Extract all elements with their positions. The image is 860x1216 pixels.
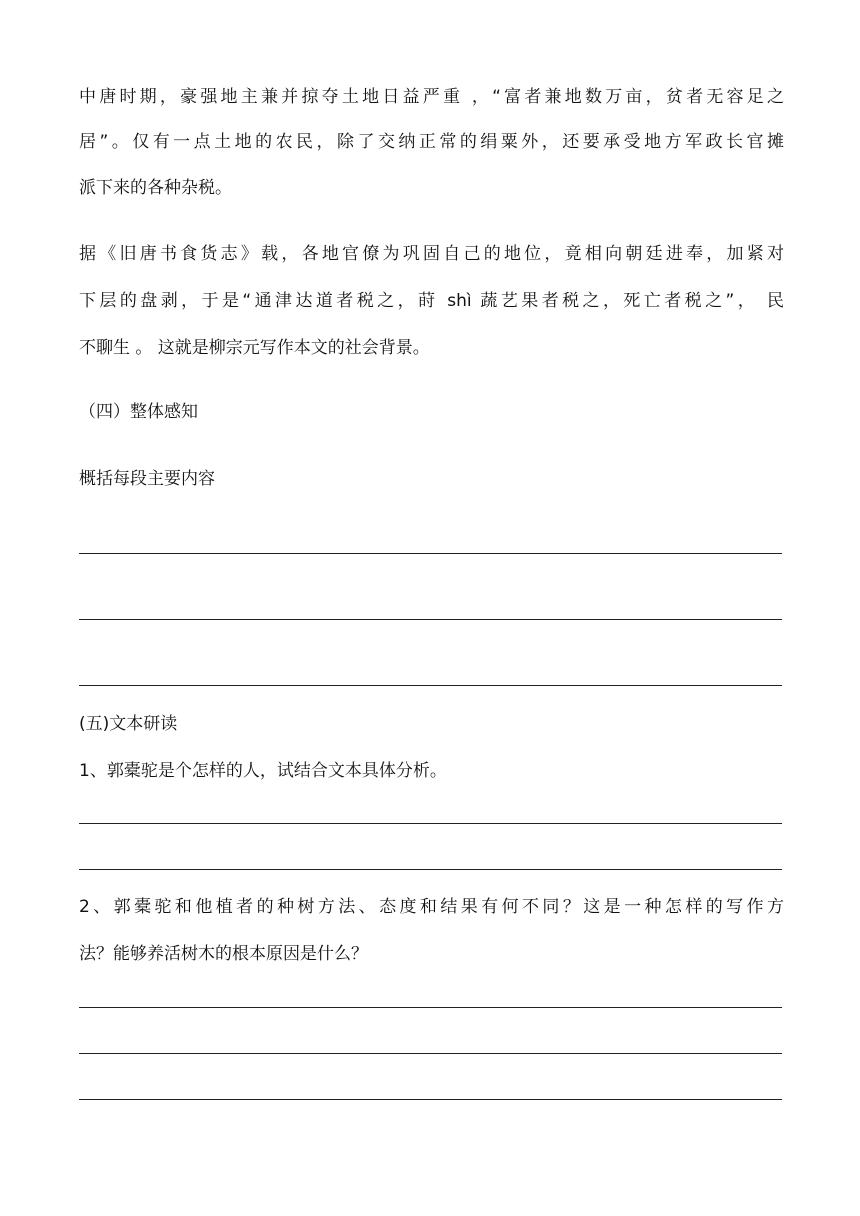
question-1: 1、郭橐驼是个怎样的人，试结合文本具体分析。	[79, 761, 447, 781]
section-4-heading: （四）整体感知	[79, 402, 198, 422]
answer-line[interactable]	[79, 619, 782, 620]
history-line-2: 下层的盘剥，于是“通津达道者税之，莳 shì 蔬艺果者税之，死亡者税之”， 民	[79, 291, 784, 311]
answer-line[interactable]	[79, 1007, 782, 1008]
answer-line[interactable]	[79, 1099, 782, 1100]
section-4-prompt: 概括每段主要内容	[79, 469, 215, 489]
answer-line[interactable]	[79, 685, 782, 686]
history-line-1: 据《旧唐书食货志》载，各地官僚为巩固自己的地位，竟相向朝廷进奉，加紧对	[79, 244, 784, 264]
answer-line[interactable]	[79, 553, 782, 554]
history-line-3: 不聊生 。 这就是柳宗元写作本文的社会背景。	[79, 338, 430, 358]
answer-line[interactable]	[79, 869, 782, 870]
answer-line[interactable]	[79, 823, 782, 824]
background-line-2: 居”。仅有一点土地的农民，除了交纳正常的绢粟外，还要承受地方军政长官摊	[79, 132, 784, 152]
question-2-line-1: 2、郭橐驼和他植者的种树方法、态度和结果有何不同？这是一种怎样的写作方	[79, 897, 784, 917]
section-5-heading: (五)文本研读	[79, 714, 178, 734]
answer-line[interactable]	[79, 1053, 782, 1054]
background-line-3: 派下来的各种杂税。	[79, 178, 232, 198]
background-line-1: 中唐时期，豪强地主兼并掠夺土地日益严重 ，“富者兼地数万亩，贫者无容足之	[79, 87, 784, 107]
question-2-line-2: 法？能够养活树木的根本原因是什么？	[79, 944, 368, 964]
